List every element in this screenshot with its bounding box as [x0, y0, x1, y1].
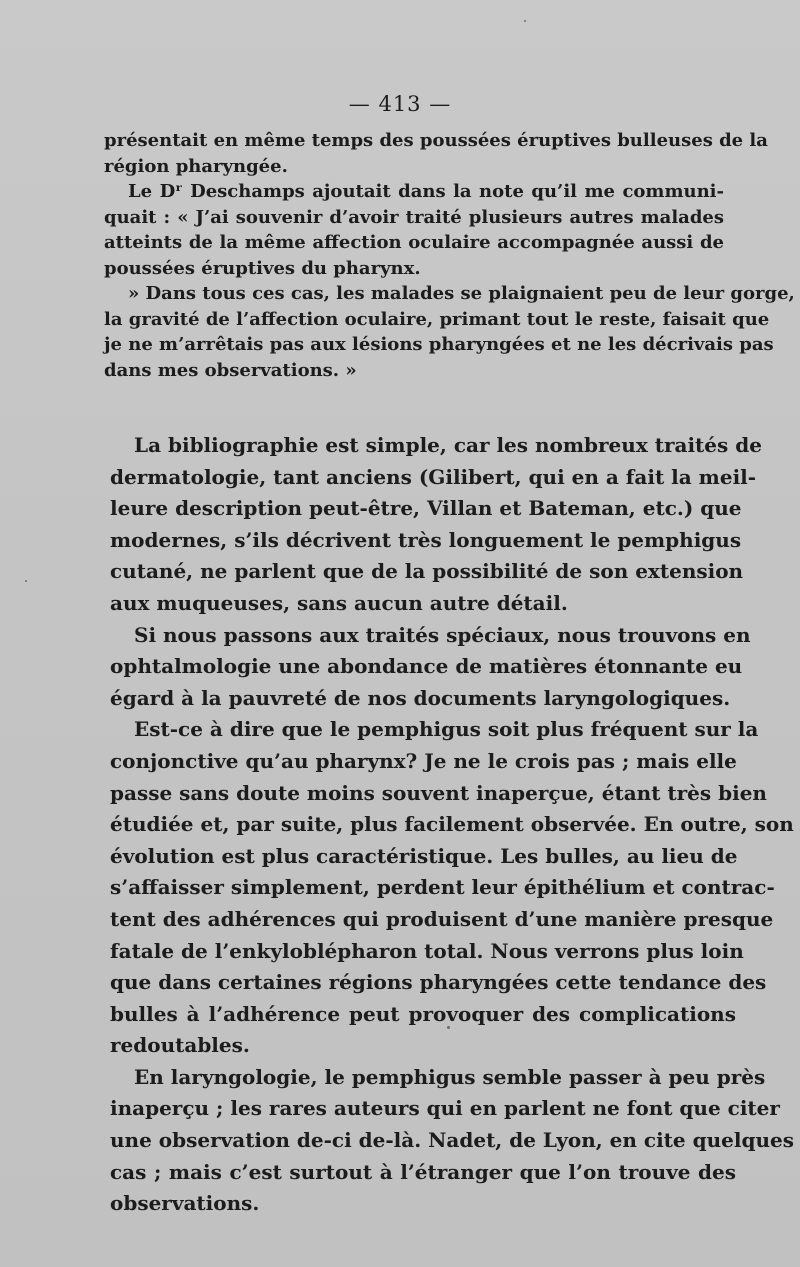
text-line: bulles à l’adhérence peut provoquer des complications: [110, 1001, 736, 1026]
text-line: quait : « J’ai souvenir d’avoir traité plusieurs autres malades: [104, 206, 724, 228]
text-line: ophtalmologie une abondance de matières étonnante eu: [110, 654, 743, 679]
paragraph: [104, 281, 795, 383]
print-speck: [524, 20, 526, 22]
main-text-block: [110, 430, 794, 1220]
text-line: leure description peut-être, Villan et Bateman, etc.) que: [110, 496, 742, 521]
text-line: passe sans doute moins souvent inaperçue, étant très bien: [110, 780, 767, 805]
text-line: une observation de-ci de-là. Nadet, de Lyon, en cite quelques: [110, 1128, 794, 1153]
text-line: cutané, ne parlent que de la possibilité de son extension: [110, 559, 744, 584]
text-line: je ne m’arrêtais pas aux lésions pharyngées et ne les décrivais pas: [104, 334, 774, 355]
text-line: modernes, s’ils décrivent très longuement le pemphigus: [110, 527, 742, 552]
paragraph: [110, 430, 762, 620]
text-line: cas ; mais c’est surtout à l’étranger que l’on trouve des: [110, 1159, 736, 1184]
text-line: atteints de la même affection oculaire accompagnée aussi de: [104, 232, 724, 253]
text-line: présentait en même temps des poussées éruptives bulleuses de la: [104, 130, 768, 151]
text-line: En laryngologie, le pemphigus semble passer à peu près: [134, 1064, 766, 1089]
text-line: redoutables.: [110, 1033, 250, 1058]
text-line: s’affaisser simplement, perdent leur épithélium et contrac-: [110, 875, 775, 900]
text-line: Le Dʳ Deschamps ajoutait dans la note qu’il me communi-: [128, 181, 724, 202]
text-line: aux muqueuses, sans aucun autre détail.: [110, 590, 568, 615]
paragraph: [110, 620, 751, 715]
paragraph: [110, 1062, 794, 1220]
paragraph: [104, 179, 724, 281]
text-line: égard à la pauvreté de nos documents laryngologiques.: [110, 685, 731, 710]
text-line: évolution est plus caractéristique. Les bulles, au lieu de: [110, 843, 738, 868]
print-speck: [447, 1026, 450, 1029]
page-number: — 413 —: [348, 92, 452, 116]
text-line: région pharyngée.: [104, 155, 288, 177]
quote-block: [104, 128, 795, 383]
text-line: La bibliographie est simple, car les nombreux traités de: [134, 433, 762, 457]
text-line: » Dans tous ces cas, les malades se plaignaient peu de leur gorge,: [128, 283, 795, 304]
text-line: dans mes observations. »: [104, 359, 357, 381]
text-line: dermatologie, tant anciens (Gilibert, qui en a fait la meil-: [110, 464, 757, 489]
text-line: conjonctive qu’au pharynx? Je ne le crois pas ; mais elle: [110, 748, 737, 773]
text-line: Si nous passons aux traités spéciaux, nous trouvons en: [134, 622, 751, 647]
paragraph: [104, 128, 768, 179]
text-line: Est-ce à dire que le pemphigus soit plus fréquent sur la: [134, 717, 759, 742]
text-line: étudiée et, par suite, plus facilement observée. En outre, son: [110, 812, 794, 837]
text-line: fatale de l’enkyloblépharon total. Nous verrons plus loin: [110, 938, 744, 963]
paragraph: [110, 714, 794, 1062]
text-line: observations.: [110, 1191, 260, 1216]
text-line: poussées éruptives du pharynx.: [104, 257, 421, 279]
text-line: la gravité de l’affection oculaire, primant tout le reste, faisait que: [104, 308, 770, 330]
text-line: inaperçu ; les rares auteurs qui en parlent ne font que citer: [110, 1096, 780, 1121]
text-line: tent des adhérences qui produisent d’une manière presque: [110, 906, 774, 931]
text-line: que dans certaines régions pharyngées cette tendance des: [110, 970, 767, 995]
print-speck: [25, 580, 27, 582]
